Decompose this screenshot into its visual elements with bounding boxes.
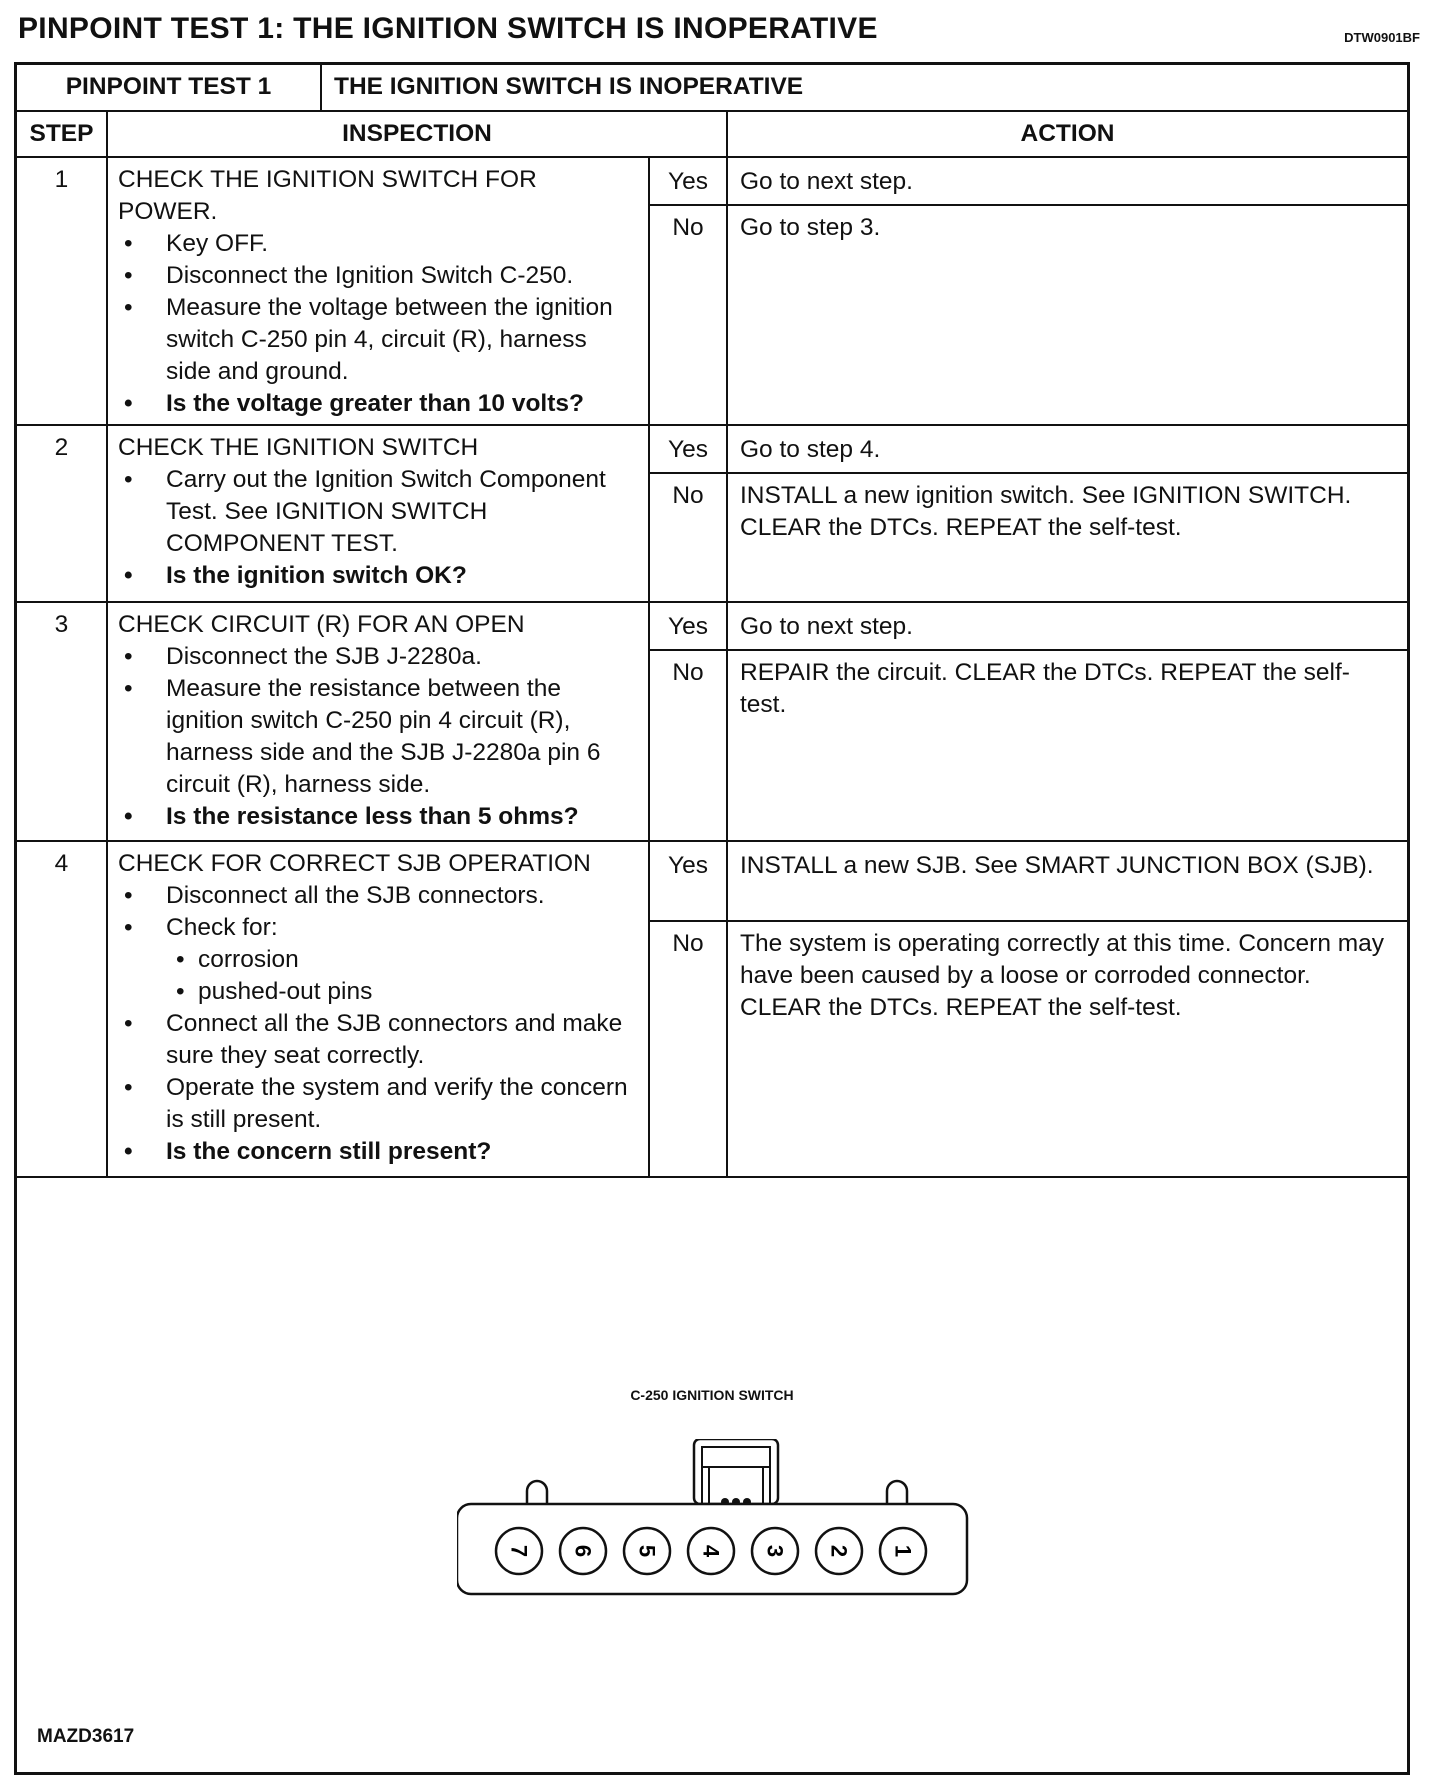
step-inspection: [107, 425, 649, 602]
bullet-item: • Carry out the Ignition Switch Component Test. See IGNITION SWITCH COMPONENT TEST.: [118, 464, 638, 560]
step-row: [17, 841, 1407, 1177]
bullet-item: • Measure the resistance between the ignition switch C-250 pin 4 circuit (R), harness side and the SJB J-2280a pin 6 circuit (R), harness side.: [118, 673, 638, 801]
question: • Is the concern still present?: [118, 1136, 638, 1168]
figure-id: MAZD3617: [37, 1726, 135, 1747]
no-action: INSTALL a new ignition switch. See IGNITION SWITCH. CLEAR the DTCs. REPEAT the self-test.: [740, 482, 1352, 541]
bullet-item: • Disconnect all the SJB connectors.: [118, 880, 638, 912]
step-row: [17, 425, 1407, 602]
question: • Is the resistance less than 5 ohms?: [118, 801, 638, 833]
connector-pin-number: 1: [890, 1544, 916, 1558]
action-cell: [727, 425, 1407, 602]
step-row: [17, 602, 1407, 841]
yes-action: Go to next step.: [728, 158, 1407, 206]
document-frame: [14, 62, 1410, 1775]
yes-action: INSTALL a new SJB. See SMART JUNCTION BOX (SJB).: [728, 842, 1407, 922]
connector-pin-number: 2: [826, 1544, 852, 1558]
header-inspection: INSPECTION: [107, 111, 727, 157]
yes-action: Go to step 4.: [728, 426, 1407, 474]
no-action: Go to step 3.: [740, 214, 881, 241]
sub-bullet-item: • pushed-out pins: [166, 976, 638, 1008]
test-title-cell: THE IGNITION SWITCH IS INOPERATIVE: [321, 65, 1407, 111]
document-code: DTW0901BF: [1344, 30, 1420, 45]
bullet-item: • Check for:: [118, 912, 638, 944]
connector-pin-number: 3: [762, 1544, 788, 1558]
step-inspection: [107, 841, 649, 1177]
sub-bullet-item: • corrosion: [166, 944, 638, 976]
yes-label: Yes: [650, 158, 726, 206]
connector-pin-number: 4: [698, 1544, 724, 1558]
yes-no-cell: [649, 425, 727, 602]
bullet-item: • Disconnect the Ignition Switch C-250.: [118, 260, 638, 292]
no-label: No: [672, 214, 704, 241]
action-cell: [727, 602, 1407, 841]
connector-diagram-area: [17, 1149, 1407, 1772]
bullet-item: • Disconnect the SJB J-2280a.: [118, 641, 638, 673]
check-title: CHECK THE IGNITION SWITCH: [118, 434, 479, 461]
step-number: 3: [17, 602, 107, 841]
yes-label: Yes: [650, 426, 726, 474]
yes-label: Yes: [650, 842, 726, 922]
yes-no-cell: [649, 841, 727, 1177]
check-title: CHECK THE IGNITION SWITCH FOR POWER.: [118, 166, 537, 225]
test-label-cell: PINPOINT TEST 1: [17, 65, 321, 111]
step-inspection: [107, 602, 649, 841]
connector-pin-number: 6: [570, 1544, 596, 1558]
step-number: 2: [17, 425, 107, 602]
step-number: 1: [17, 157, 107, 425]
no-action: REPAIR the circuit. CLEAR the DTCs. REPEAT the self-test.: [740, 659, 1350, 718]
connector-pin-number: 5: [634, 1544, 660, 1558]
page-title: PINPOINT TEST 1: THE IGNITION SWITCH IS INOPERATIVE: [18, 12, 878, 45]
step-row: [17, 157, 1407, 425]
yes-no-cell: [649, 602, 727, 841]
question: • Is the voltage greater than 10 volts?: [118, 388, 638, 420]
yes-no-cell: [649, 157, 727, 425]
no-label: No: [672, 659, 704, 686]
bullet-item: • Connect all the SJB connectors and make sure they seat correctly.: [118, 1008, 638, 1072]
header-step: STEP: [17, 111, 107, 157]
header-action: ACTION: [727, 111, 1407, 157]
bullet-item: • Key OFF.: [118, 228, 638, 260]
yes-label: Yes: [650, 603, 726, 651]
action-cell: [727, 157, 1407, 425]
connector-pin-number: 7: [506, 1544, 532, 1558]
connector-label: C-250 IGNITION SWITCH: [630, 1387, 794, 1403]
step-inspection: [107, 157, 649, 425]
check-title: CHECK FOR CORRECT SJB OPERATION: [118, 850, 591, 877]
step-number: 4: [17, 841, 107, 1177]
action-cell: [727, 841, 1407, 1177]
yes-action: Go to next step.: [728, 603, 1407, 651]
bullet-item: • Measure the voltage between the ignition switch C-250 pin 4, circuit (R), harness side and ground.: [118, 292, 638, 388]
no-label: No: [672, 482, 704, 509]
check-title: CHECK CIRCUIT (R) FOR AN OPEN: [118, 611, 525, 638]
connector-diagram: [457, 1439, 977, 1609]
no-action: The system is operating correctly at this time. Concern may have been caused by a loose or corroded connector. CLEAR the DTCs. REPEAT the self-test.: [740, 930, 1385, 1021]
no-label: No: [672, 930, 704, 957]
pinpoint-test-table: [17, 65, 1407, 1178]
bullet-item: • Operate the system and verify the concern is still present.: [118, 1072, 638, 1136]
question: • Is the ignition switch OK?: [118, 560, 638, 592]
